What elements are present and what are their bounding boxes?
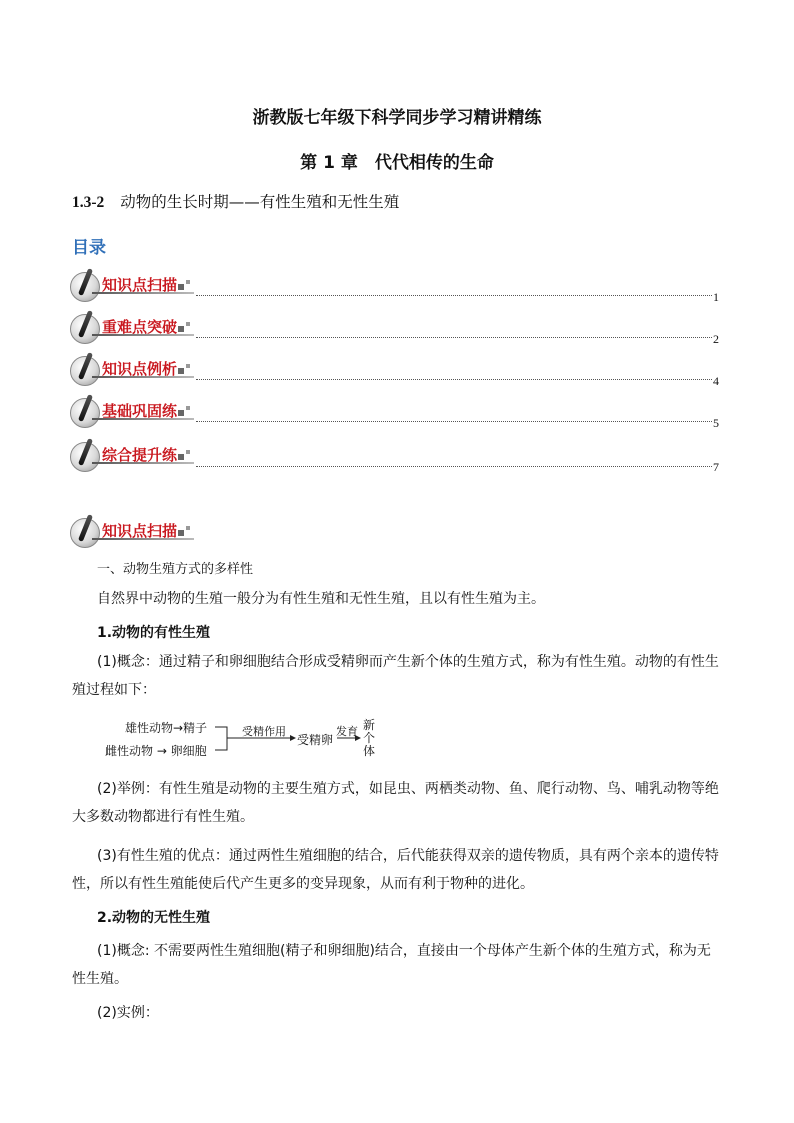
toc-page-number: 2 [713,332,719,346]
section-title-text: 动物的生长时期——有性生殖和无性生殖 [120,193,400,211]
paragraph-advantages: (3)有性生殖的优点：通过两性生殖细胞的结合，后代能获得双亲的遗传物质，具有两个亲本的遗传特性，所以有性生殖能使后代产生更多的变异现象，从而有利于物种的进化。 [72,848,719,892]
badge-square-icon [186,322,190,326]
section-badge-label: 知识点扫描 [102,522,178,540]
toc-leader-dots [196,337,712,338]
paragraph-asexual-concept: (1)概念: 不需要两性生殖细胞(精子和卵细胞)结合，直接由一个母体产生新个体的生殖方式，称为无性生殖。 [72,943,711,987]
toc-entry-label: 重难点突破 [102,318,178,336]
section-badge-knowledge-scan [70,516,198,552]
badge-square-icon [178,530,184,536]
subsection-sexual-reproduction: 1.动物的有性生殖 [97,625,211,641]
content-heading: 一、动物生殖方式的多样性 [97,562,254,577]
toc-entry-knowledge-scan[interactable] [70,270,198,306]
document-title: 浙教版七年级下科学同步学习精讲精练 [252,108,542,128]
badge-square-icon [178,410,184,416]
badge-square-icon [186,280,190,284]
toc-leader-dots [196,295,712,296]
toc-page-number: 4 [713,374,719,388]
badge-square-icon [186,450,190,454]
diagram-female: 雌性动物 → 卵细胞 [105,744,207,758]
toc-entry-label: 基础巩固练 [102,402,178,420]
toc-entry-label: 知识点扫描 [102,276,178,294]
diagram-fertilization: 受精作用 [242,725,286,738]
diagram-development: 发育 [336,725,358,738]
diagram-male: 雄性动物→精子 [125,721,208,735]
toc-entry-key-points[interactable] [70,312,198,348]
badge-square-icon [186,406,190,410]
toc-entry-label: 综合提升练 [102,446,178,464]
subsection-asexual-reproduction: 2.动物的无性生殖 [97,910,211,926]
diagram-new: 新 [363,718,376,732]
badge-square-icon [178,284,184,290]
toc-page-number: 1 [713,290,719,304]
badge-square-icon [178,454,184,460]
section-title [72,190,399,212]
toc-heading: 目录 [72,238,106,258]
toc-entry-basic-practice[interactable] [70,396,198,432]
paragraph-concept: (1)概念：通过精子和卵细胞结合形成受精卵而产生新个体的生殖方式，称为有性生殖。动物的有性生殖过程如下： [72,654,719,698]
diagram-individual-1: 个 [363,731,376,745]
badge-square-icon [178,368,184,374]
reproduction-flow-diagram [105,714,405,762]
toc-entry-label: 知识点例析 [102,360,178,378]
section-number: 1.3-2 [72,194,105,211]
toc-leader-dots [196,421,712,422]
toc-entry-examples[interactable] [70,354,198,390]
toc-page-number: 5 [713,416,719,430]
diagram-zygote: 受精卵 [297,733,334,747]
toc-leader-dots [196,466,712,467]
paragraph-asexual-examples: (2)实例： [97,1005,159,1021]
toc-page-number: 7 [713,460,719,474]
badge-square-icon [186,364,190,368]
toc-entry-comprehensive-practice[interactable] [70,440,198,476]
chapter-title: 第 1 章 代代相传的生命 [300,153,494,173]
diagram-individual-2: 体 [363,744,376,758]
intro-paragraph: 自然界中动物的生殖一般分为有性生殖和无性生殖，且以有性生殖为主。 [97,591,545,607]
paragraph-examples: (2)举例：有性生殖是动物的主要生殖方式，如昆虫、两栖类动物、鱼、爬行动物、鸟、哺乳动物等绝大多数动物都进行有性生殖。 [72,781,719,825]
toc-leader-dots [196,379,712,380]
badge-square-icon [178,326,184,332]
badge-square-icon [186,526,190,530]
